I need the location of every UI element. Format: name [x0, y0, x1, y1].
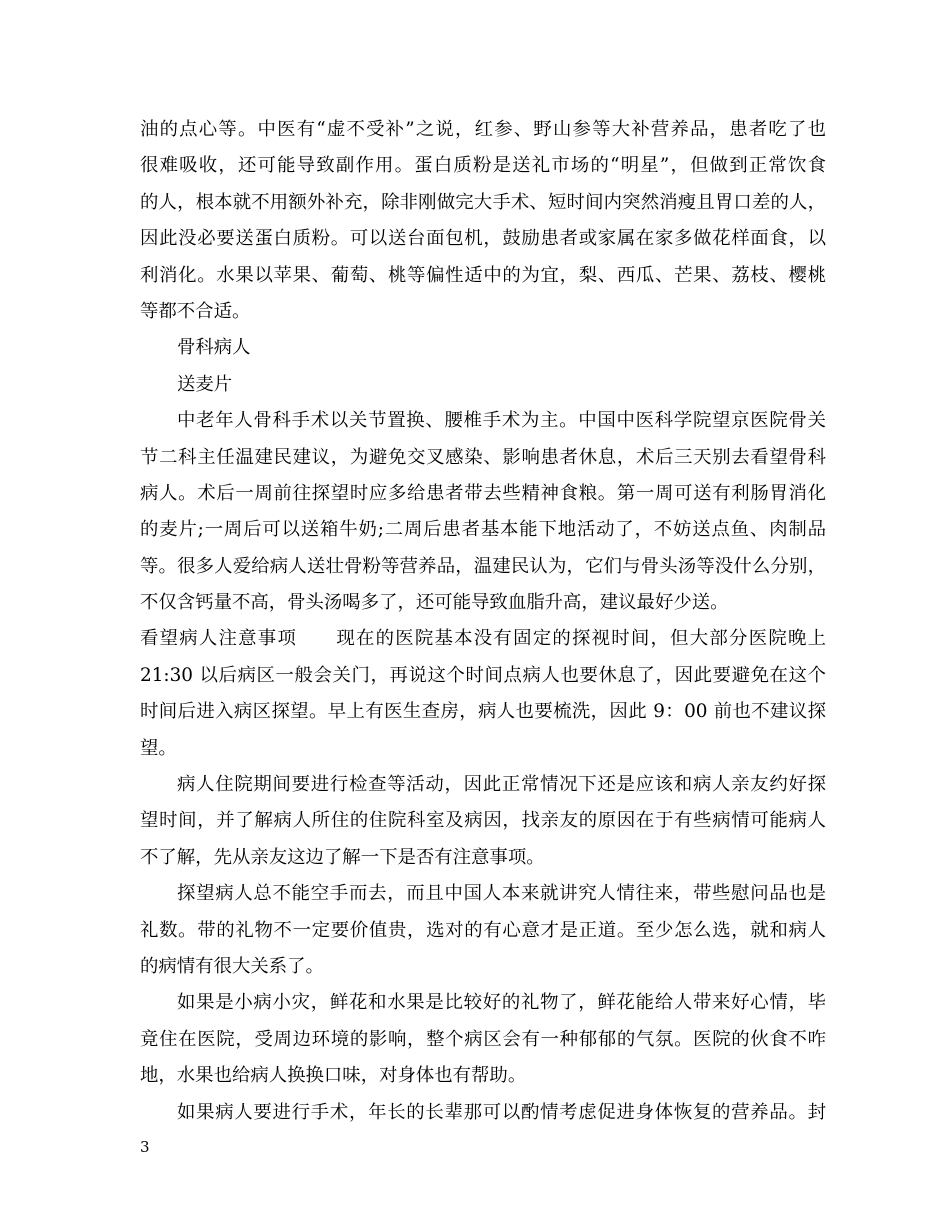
page-number: 3: [140, 1138, 150, 1156]
text-line: 礼数。带的礼物不一定要价值贵，选对的有心意才是正道。至少怎么选，就和病人: [140, 919, 826, 941]
text-line: 中老年人骨科手术以关节置换、腰椎手术为主。中国中医科学院望京医院骨关: [177, 410, 826, 432]
text-line: 节二科主任温建民建议，为避免交叉感染、影响患者休息，术后三天别去看望骨科: [140, 446, 826, 468]
text-line: 不了解，先从亲友这边了解一下是否有注意事项。: [140, 846, 545, 868]
document-body: [140, 112, 826, 1131]
text-line: 等。很多人爱给病人送壮骨粉等营养品，温建民认为，它们与骨头汤等没什么分别，: [140, 555, 826, 577]
text-line: 竟住在医院，受周边环境的影响，整个病区会有一种郁郁的气氛。医院的伙食不咋: [140, 1028, 826, 1050]
text-line: 骨科病人: [177, 337, 251, 359]
text-line: 地，水果也给病人换换口味，对身体也有帮助。: [140, 1065, 527, 1087]
text-line: 望时间，并了解病人所住的住院科室及病因，找亲友的原因在于有些病情可能病人: [140, 810, 826, 832]
text-line: 看望病人注意事项 现在的医院基本没有固定的探视时间，但大部分医院晚上: [140, 628, 826, 650]
text-line: 时间后进入病区探望。早上有医生查房，病人也要梳洗，因此 9：00 前也不建议探: [140, 701, 826, 723]
text-line: 如果是小病小灾，鲜花和水果是比较好的礼物了，鲜花能给人带来好心情，毕: [177, 992, 826, 1014]
text-line: 不仅含钙量不高，骨头汤喝多了，还可能导致血脂升高，建议最好少送。: [140, 592, 729, 614]
text-line: 的人，根本就不用额外补充，除非刚做完大手术、短时间内突然消瘦且胃口差的人，: [140, 191, 826, 213]
text-line: 21:30 以后病区一般会关门，再说这个时间点病人也要休息了，因此要避免在这个: [140, 664, 826, 686]
text-line: 送麦片: [177, 373, 233, 395]
text-line: 很难吸收，还可能导致副作用。蛋白质粉是送礼市场的“明星”，但做到正常饮食: [140, 155, 826, 177]
text-line: 探望病人总不能空手而去，而且中国人本来就讲究人情往来，带些慰问品也是: [177, 883, 826, 905]
text-line: 利消化。水果以苹果、葡萄、桃等偏性适中的为宜，梨、西瓜、芒果、荔枝、樱桃: [140, 264, 826, 286]
text-line: 望。: [140, 737, 177, 759]
text-line: 如果病人要进行手术，年长的长辈那可以酌情考虑促进身体恢复的营养品。封: [177, 1101, 826, 1123]
text-line: 病人住院期间要进行检查等活动，因此正常情况下还是应该和病人亲友约好探: [177, 774, 826, 796]
text-line: 油的点心等。中医有“虚不受补”之说，红参、野山参等大补营养品，患者吃了也: [140, 119, 826, 140]
text-line: 的病情有很大关系了。: [140, 955, 324, 977]
text-line: 因此没必要送蛋白质粉。可以送台面包机，鼓励患者或家属在家多做花样面食，以: [140, 228, 826, 250]
text-line: 的麦片;一周后可以送箱牛奶;二周后患者基本能下地活动了，不妨送点鱼、肉制品: [140, 519, 826, 541]
text-line: 病人。术后一周前往探望时应多给患者带去些精神食粮。第一周可送有利肠胃消化: [140, 482, 826, 504]
text-line: 等都不合适。: [140, 300, 251, 322]
